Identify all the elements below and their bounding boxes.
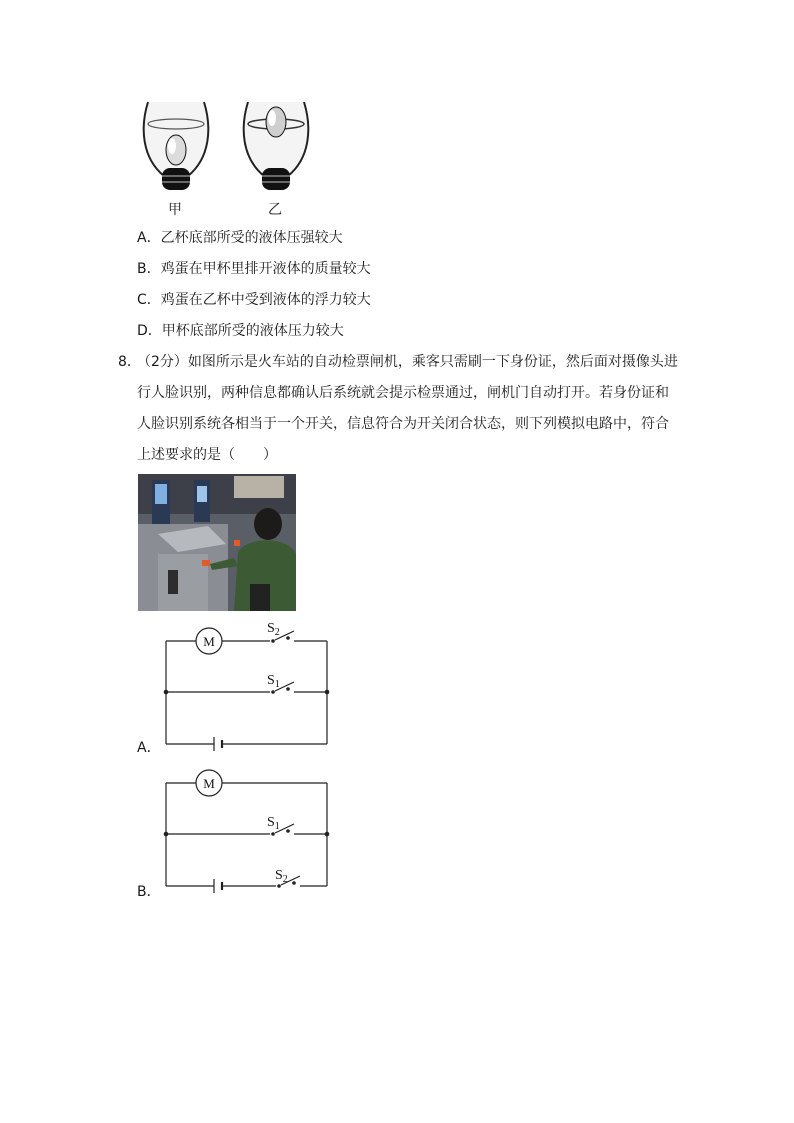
switch-s2-label: $S_2$	[267, 621, 280, 638]
glasses-figure	[138, 98, 318, 218]
switch-s1-label: $S_1$	[267, 815, 280, 832]
glass-yi	[244, 102, 309, 190]
circuit-b-option-label: B．	[137, 884, 161, 900]
question8-line-4: 上述要求的是（ ）	[137, 447, 277, 463]
option-c-letter: C．	[137, 292, 161, 308]
question8-line-3: 人脸识别系统各相当于一个开关，信息符合为开关闭合状态，则下列模拟电路中，符合	[137, 416, 669, 432]
switch-s1-label: $S_1$	[267, 673, 280, 690]
question8-line-1: （2分）如图所示是火车站的自动检票闸机，乘客只需刷一下身份证，然后面对摄像头进	[137, 354, 678, 370]
question8-line-2: 行人脸识别，两种信息都确认后系统就会提示检票通过，闸机门自动打开。若身份证和	[137, 385, 669, 401]
circuit-a-diagram	[136, 616, 336, 758]
option-c-text: 鸡蛋在乙杯中受到液体的浮力较大	[160, 292, 371, 308]
ticket-gate-photo	[138, 474, 296, 611]
glass-label-jia: 甲	[168, 202, 182, 218]
option-b-letter: B．	[137, 261, 161, 277]
option-d[interactable]	[137, 321, 344, 341]
circuit-b-diagram	[136, 768, 336, 902]
motor-label: M	[203, 634, 215, 649]
glass-label-yi: 乙	[268, 202, 282, 218]
question8-number: 8．	[118, 354, 141, 370]
circuit-a-option-label: A．	[137, 740, 161, 756]
option-b-text: 鸡蛋在甲杯里排开液体的质量较大	[160, 261, 371, 277]
option-d-text: 甲杯底部所受的液体压力较大	[161, 323, 344, 339]
option-c[interactable]	[137, 290, 371, 310]
switch-s2-label: $S_2$	[275, 868, 288, 885]
option-a-text: 乙杯底部所受的液体压强较大	[160, 230, 343, 246]
option-d-letter: D．	[137, 323, 162, 339]
glass-jia	[144, 102, 209, 190]
glasses-illustration	[138, 98, 318, 198]
circuit-b[interactable]	[136, 768, 336, 902]
option-a[interactable]	[137, 228, 343, 248]
option-b[interactable]	[137, 259, 371, 279]
circuit-a[interactable]	[136, 616, 336, 758]
motor-label: M	[203, 776, 215, 791]
option-a-letter: A．	[137, 230, 161, 246]
